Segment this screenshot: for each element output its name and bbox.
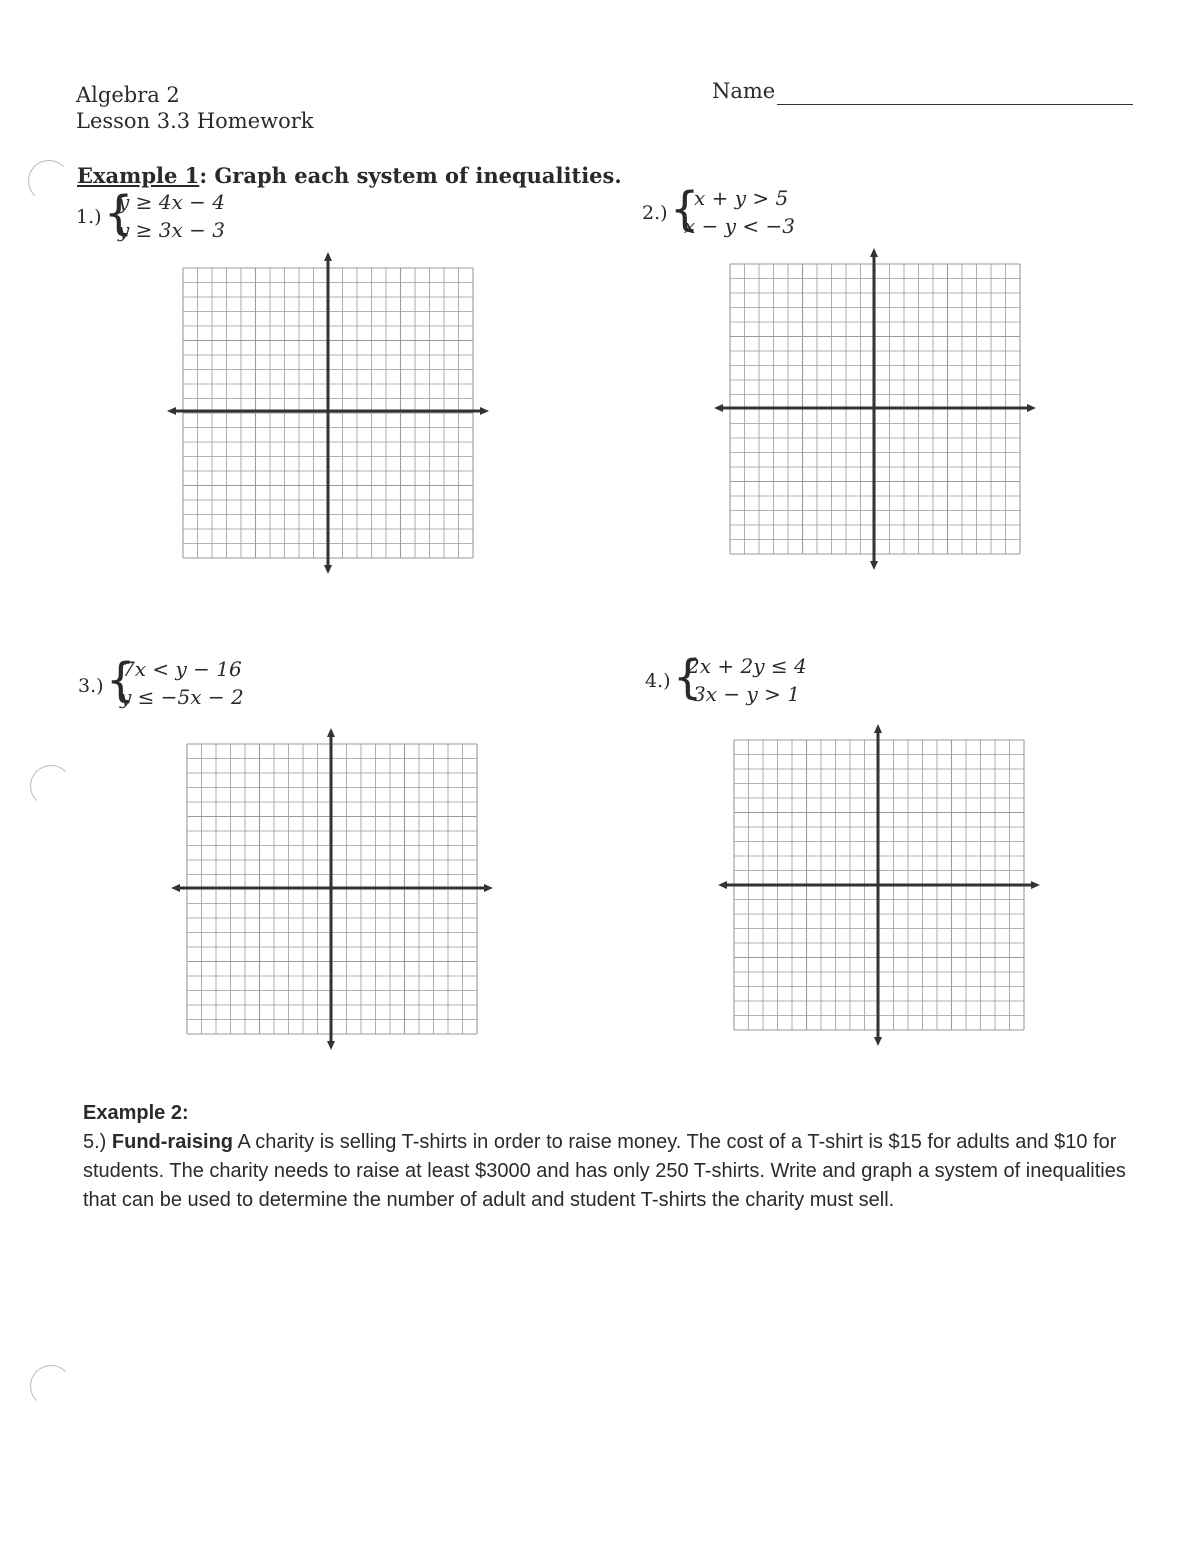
example-1-label: Example 1 [77,163,200,188]
course-title: Algebra 2 [76,83,180,107]
example-2-heading: Example 2: [83,1102,189,1124]
problem-topic: Fund-raising [111,1131,234,1153]
example-1-instruction: : Graph each system of inequalities. [199,163,622,188]
arrow-left-icon [718,881,727,889]
problem-number: 2.) [642,202,668,224]
inequality-1: x + y > 5 [694,186,789,210]
brace-icon: { [673,650,703,704]
problem-number: 1.) [76,206,102,228]
example-2-problem [83,1128,1128,1215]
problem-number: 4.) [645,670,671,692]
arrow-down-icon [874,1037,882,1046]
example-2 [83,1099,1128,1215]
inequality-2: y ≥ 3x − 3 [118,218,225,242]
inequality-1: y ≥ 4x − 4 [118,190,225,214]
name-label: Name [712,79,776,103]
inequality-1: 2x + 2y ≤ 4 [687,654,807,678]
brace-icon: { [106,653,136,707]
inequality-2: y ≤ −5x − 2 [120,685,244,709]
inequality-1: 7x < y − 16 [122,657,242,681]
lesson-title: Lesson 3.3 Homework [76,109,314,133]
problem-number: 3.) [78,675,104,697]
problem-text: A charity is selling T-shirts in order to raise money. The cost of a T-shirt is $15 for adults and $10 for students. The charity needs to raise at least $3000 and has only 250 T-shirts. Write and graph a system of inequalities that can be used to determine the number of adult and student T-shirts the charity must sell. [83,1131,1126,1211]
inequality-2: x − y < −3 [684,214,796,238]
arrow-up-icon [874,724,882,733]
problem-number: 5.) [83,1131,107,1153]
inequality-2: 3x − y > 1 [693,682,800,706]
brace-icon: { [104,186,134,240]
arrow-right-icon [1031,881,1040,889]
brace-icon: { [670,182,700,236]
